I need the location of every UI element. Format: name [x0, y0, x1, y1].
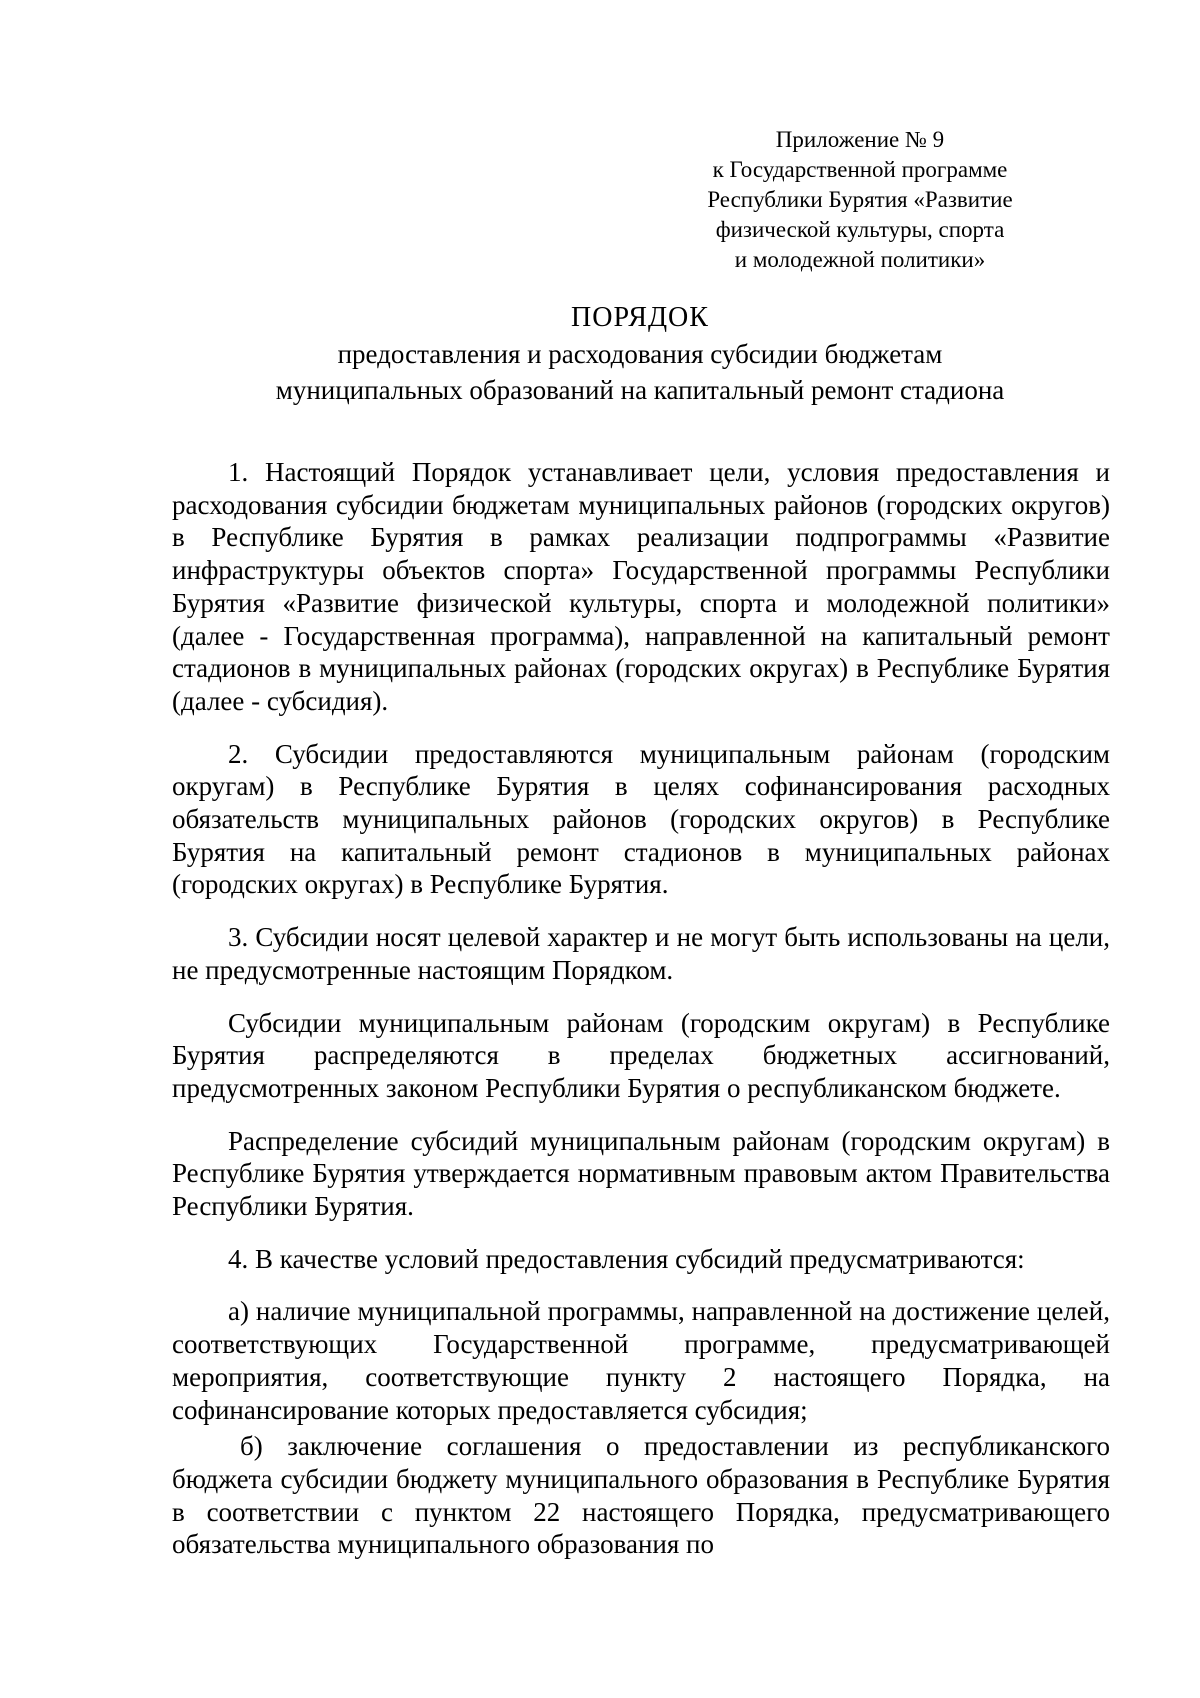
appendix-line: и молодежной политики» [734, 247, 986, 272]
paragraph-3-allocation: Распределение субсидий муниципальным районам (городским округам) в Республике Бурятия утверждается нормативным правовым актом Правительства Республики Бурятия. [172, 1125, 1110, 1222]
appendix-line: Республики Бурятия «Развитие [707, 187, 1013, 212]
paragraph-4b: б) заключение соглашения о предоставлении из республиканского бюджета субсидии бюджету муниципального образования в Республике Бурятия в соответствии с пунктом 22 настоящего Порядка, предусматривающего обязательства муниципального образования по [172, 1431, 1110, 1560]
paragraph-3-distribution: Субсидии муниципальным районам (городским округам) в Республике Бурятия распределяются в пределах бюджетных ассигнований, предусмотренных законом Республики Бурятия о республиканском бюджете. [172, 1007, 1110, 1103]
title-subtitle-line: предоставления и расходования субсидии бюджетам [337, 339, 943, 369]
title-subtitle-line: муниципальных образований на капитальный ремонт стадиона [275, 375, 1005, 405]
paragraph-4a: а) наличие муниципальной программы, направленной на достижение целей, соответствующих Государственной программе, предусматривающей мероприятия, соответствующие пункту 2 настоящего Порядка, на софинансирование которых предоставляется субсидия; [172, 1296, 1110, 1425]
paragraph-2: 2. Субсидии предоставляются муниципальным районам (городским округам) в Республике Бурятия в целях софинансирования расходных обязательств муниципальных районов (городских округов) в Республике Бурятия на капитальный ремонт стадионов в муниципальных районах (городских округах) в Республике Бурятия. [172, 738, 1110, 900]
appendix-reference [650, 125, 1070, 275]
appendix-line: Приложение № 9 [775, 127, 945, 152]
appendix-line: физической культуры, спорта [715, 217, 1005, 242]
document-title [170, 300, 1110, 408]
paragraph-4: 4. В качестве условий предоставления субсидий предусматриваются: [228, 1243, 1025, 1274]
paragraph-1: 1. Настоящий Порядок устанавливает цели, условия предоставления и расходования субсидии бюджетам муниципальных районов (городских округов) в Республике Бурятия в рамках реализации подпрограммы «Развитие инфраструктуры объектов спорта» Государственной программы Республики Бурятия «Развитие физической культуры, спорта и молодежной политики» (далее - Государственная программа), направленной на капитальный ремонт стадионов в муниципальных районах (городских округах) в Республике Бурятия (далее - субсидия). [172, 457, 1110, 716]
title-main: ПОРЯДОК [571, 302, 709, 333]
appendix-line: к Государственной программе [712, 157, 1008, 182]
paragraph-3: 3. Субсидии носят целевой характер и не могут быть использованы на цели, не предусмотренные настоящим Порядком. [172, 922, 1110, 985]
document-body [172, 456, 1110, 1561]
